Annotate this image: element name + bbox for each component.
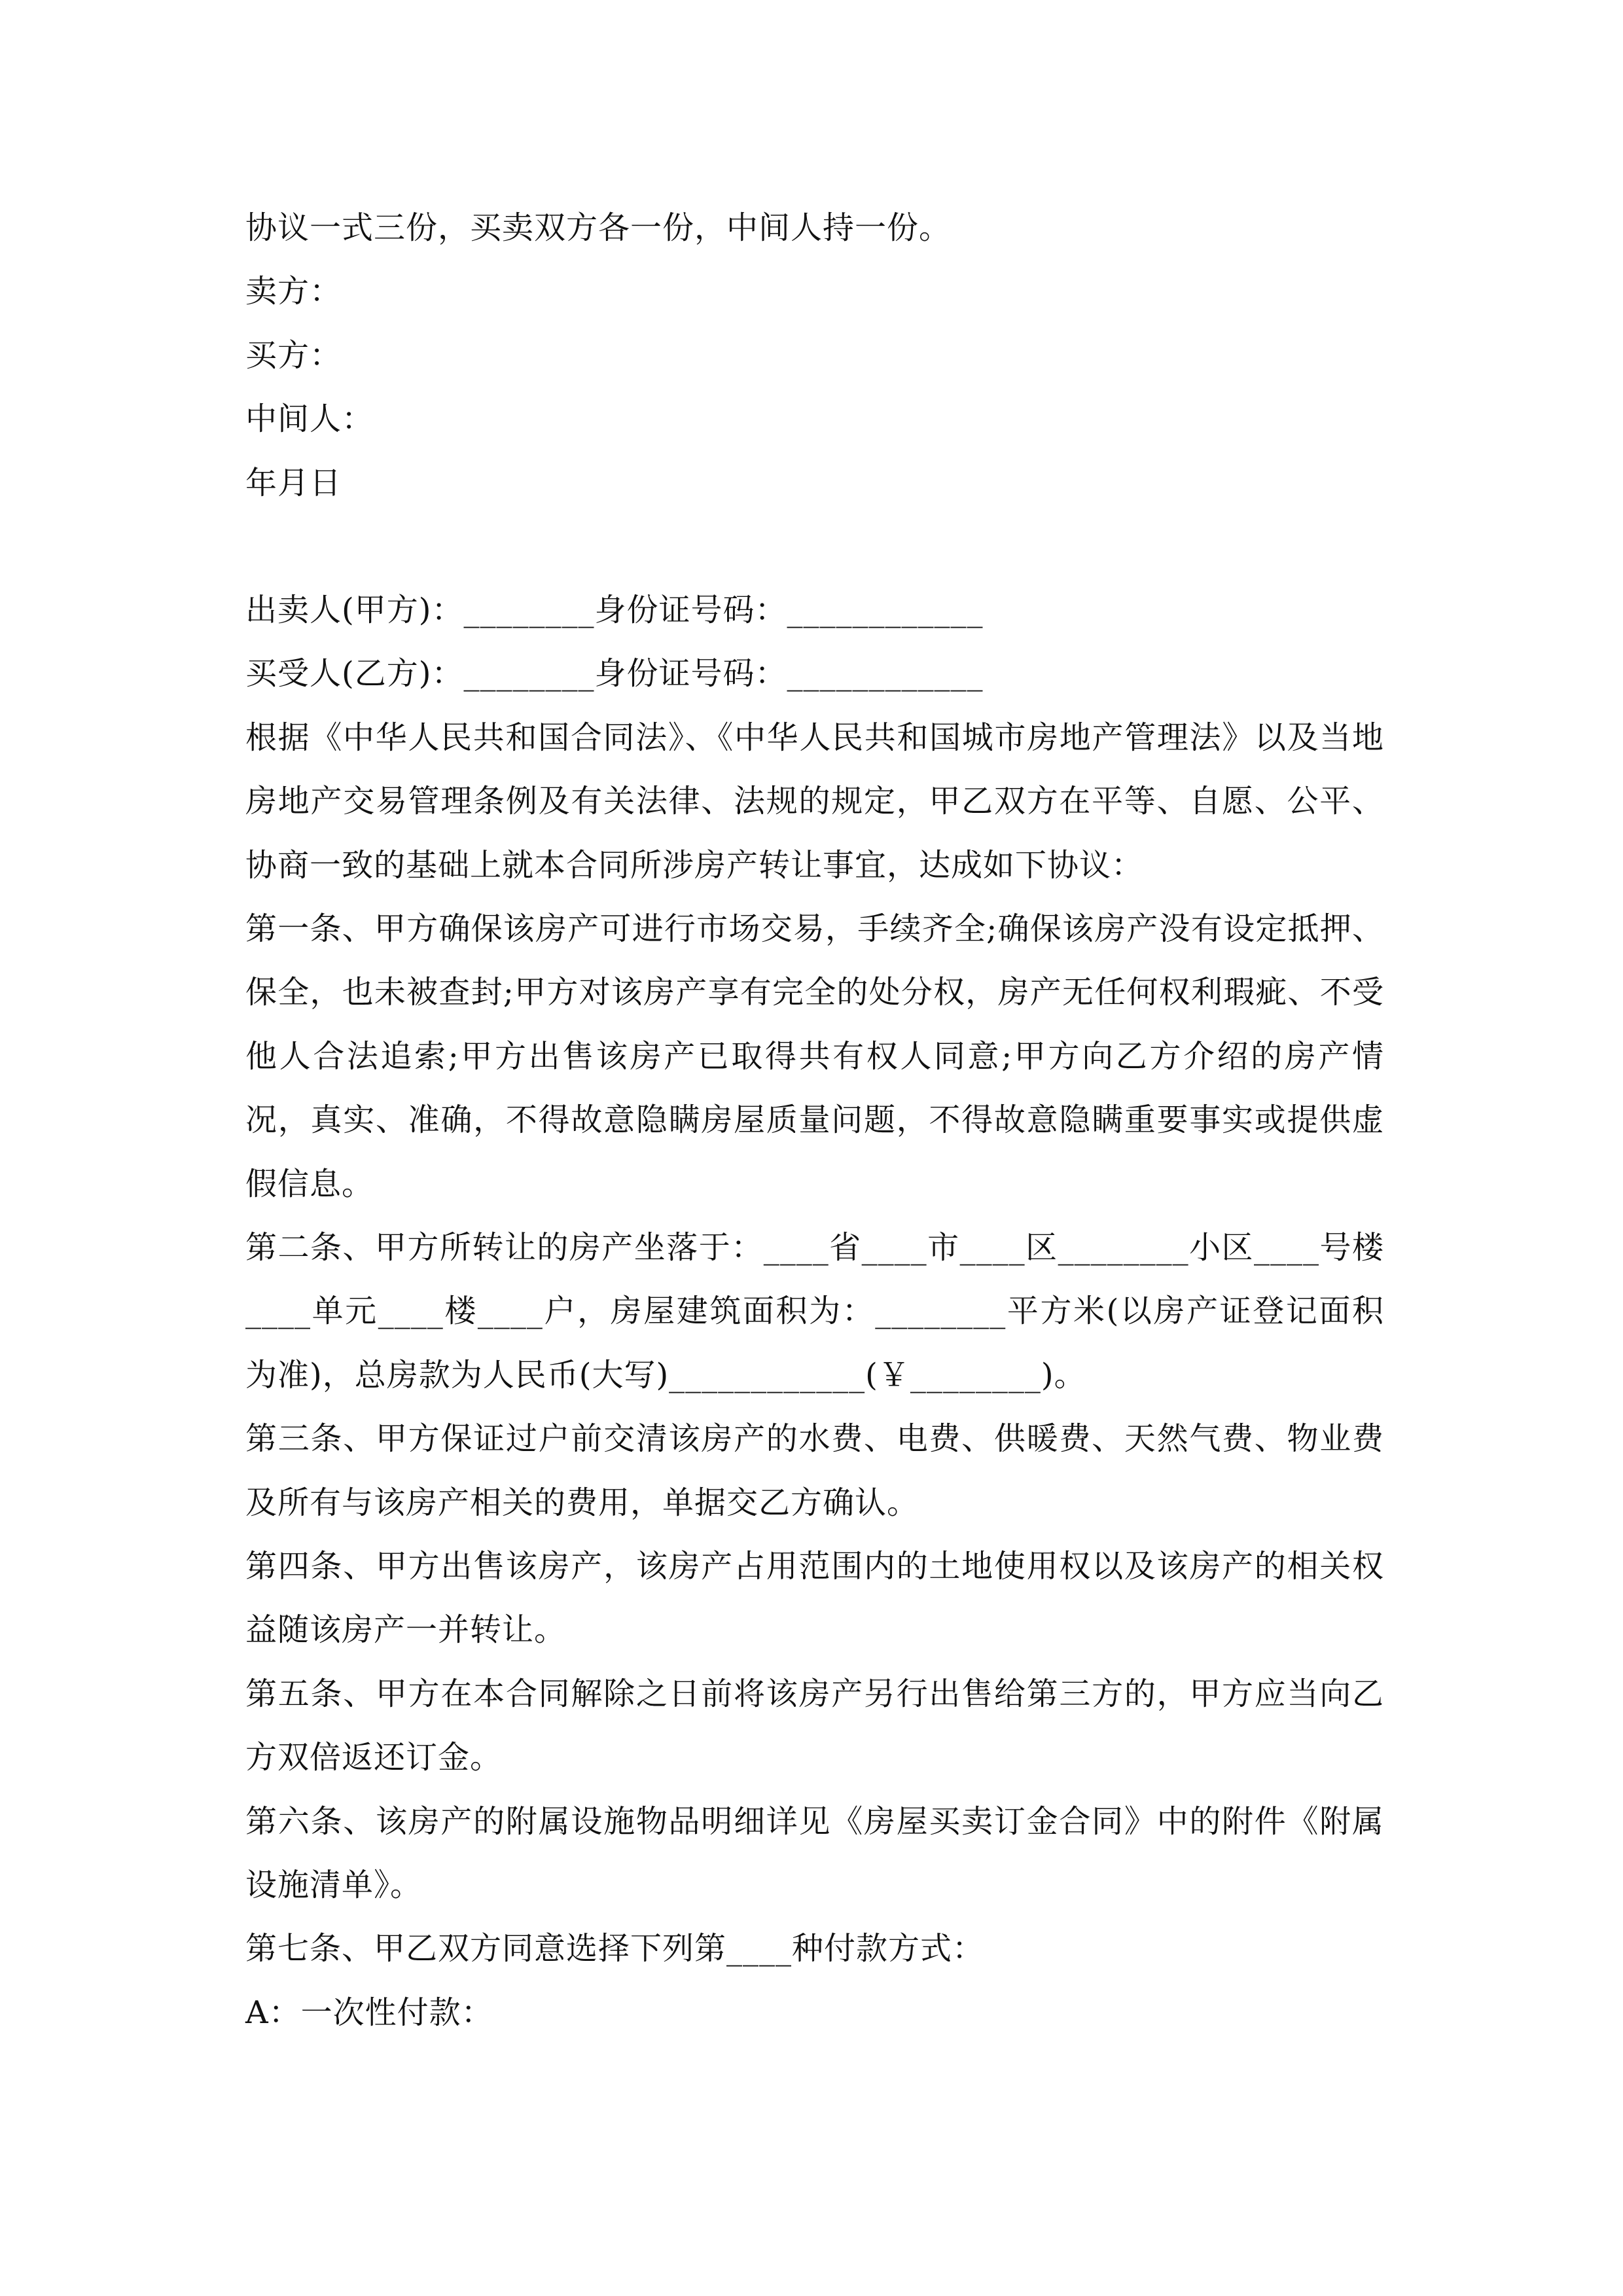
article-5: 第五条、甲方在本合同解除之日前将该房产另行出售给第三方的，甲方应当向乙方双倍返还订金。 (245, 1675, 1384, 1776)
section-gap (245, 515, 1384, 579)
seller-signature-label: 卖方： (245, 273, 342, 310)
seller-party-line: 出卖人(甲方)：________身份证号码：____________ (245, 591, 984, 628)
article-3: 第三条、甲方保证过户前交清该房产的水费、电费、供暖费、天然气费、物业费及所有与该房产相关的费用，单据交乙方确认。 (245, 1420, 1384, 1521)
buyer-signature-label: 买方： (245, 336, 342, 374)
preamble-paragraph: 根据《中华人民共和国合同法》、《中华人民共和国城市房地产管理法》以及当地房地产交易管理条例及有关法律、法规的规定，甲乙双方在平等、自愿、公平、协商一致的基础上就本合同所涉房产转让事宜，达成如下协议： (245, 719, 1384, 884)
article-4: 第四条、甲方出售该房产，该房产占用范围内的土地使用权以及该房产的相关权益随该房产一并转让。 (245, 1548, 1384, 1649)
article-1: 第一条、甲方确保该房产可进行市场交易，手续齐全;确保该房产没有设定抵押、保全，也未被查封;甲方对该房产享有完全的处分权，房产无任何权利瑕疵、不受他人合法追索;甲方出售该房产已取得共有权人同意;甲方向乙方介绍的房产情况，真实、准确，不得故意隐瞒房屋质量问题，不得故意隐瞒重要事实或提供虚假信息。 (245, 910, 1384, 1202)
copies-line: 协议一式三份，买卖双方各一份，中间人持一份。 (245, 209, 952, 246)
article-6: 第六条、该房产的附属设施物品明细详见《房屋买卖订金合同》中的附件《附属设施清单》。 (245, 1803, 1384, 1904)
buyer-party-line: 买受人(乙方)：________身份证号码：____________ (245, 655, 984, 692)
date-label: 年月日 (245, 464, 342, 501)
article-2: 第二条、甲方所转让的房产坐落于：____省____市____区________小区____号楼____单元____楼____户，房屋建筑面积为：________平方米(以房产证登记面积为准)，总房款为人民币(大写)____________(￥________)。 (245, 1229, 1384, 1393)
document-body (245, 196, 1384, 2045)
article-7: 第七条、甲乙双方同意选择下列第____种付款方式： (245, 1930, 985, 1967)
middleman-signature-label: 中间人： (245, 401, 374, 438)
payment-option-a: A：一次性付款： (245, 1994, 493, 2031)
